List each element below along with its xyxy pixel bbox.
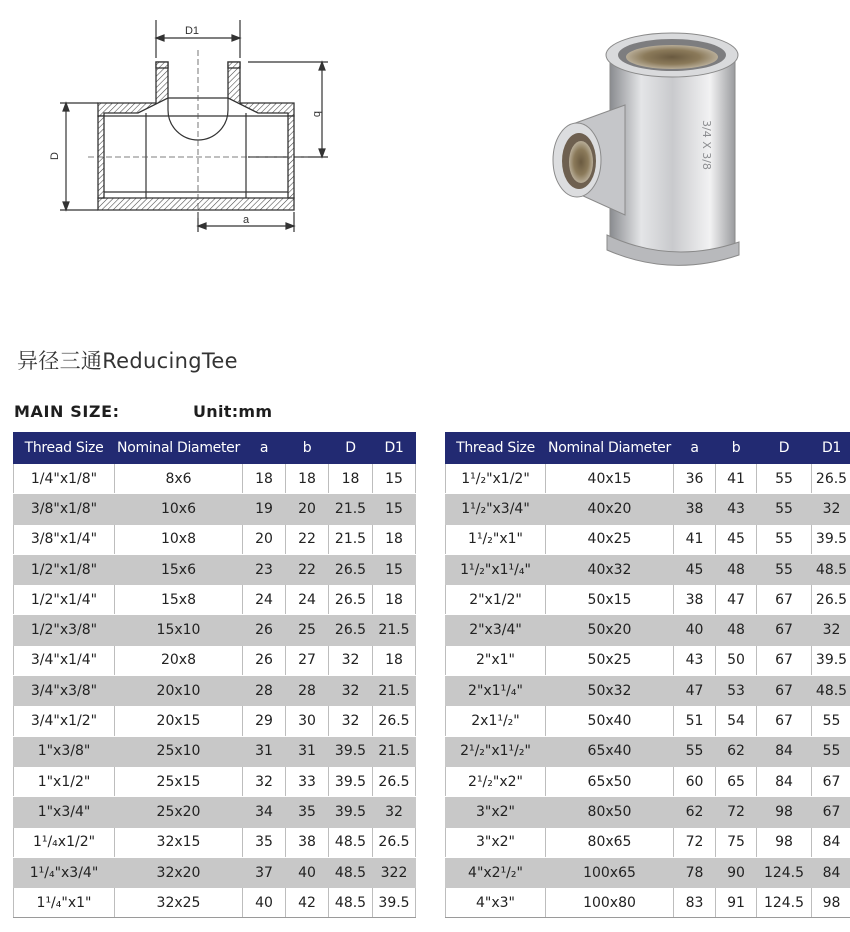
table-cell: 1¹/₂"x1/2" [446,464,546,494]
table-cell: 2¹/₂"x1¹/₂" [446,736,546,766]
table-cell: 30 [286,706,329,736]
table-cell: 40x15 [546,464,674,494]
table-cell: 2"x1" [446,645,546,675]
table-cell: 84 [757,736,812,766]
table-cell: 41 [674,524,716,554]
table-cell: 60 [674,766,716,796]
table-cell: 32 [329,645,373,675]
column-header: D1 [812,433,850,464]
table-cell: 20 [243,524,286,554]
table-cell: 1¹/₄x1/2" [14,827,115,857]
table-cell: 55 [757,554,812,584]
table-cell: 48 [716,554,757,584]
table-cell: 50 [716,645,757,675]
table-row [446,645,850,675]
table-cell: 55 [757,464,812,494]
table-cell: 32 [329,676,373,706]
table-cell: 22 [286,524,329,554]
table-cell: 100x80 [546,888,674,918]
table-cell: 22 [286,554,329,584]
table-cell: 24 [243,585,286,615]
table-cell: 32x20 [115,857,243,887]
column-header: D [757,433,812,464]
table-cell: 23 [243,554,286,584]
column-header: Thread Size [446,433,546,464]
table-cell: 24 [286,585,329,615]
table-cell: 1¹/₂"x3/4" [446,494,546,524]
table-cell: 15 [373,464,416,494]
table-cell: 67 [757,645,812,675]
table-row [14,857,416,887]
table-cell: 54 [716,706,757,736]
table-cell: 41 [716,464,757,494]
table-cell: 50x40 [546,706,674,736]
table-cell: 43 [716,494,757,524]
table-row [446,676,850,706]
table-cell: 322 [373,857,416,887]
table-cell: 38 [286,827,329,857]
photo-marking: 3/4 X 3/8 [700,120,713,170]
table-cell: 39.5 [812,524,850,554]
table-cell: 39.5 [329,766,373,796]
table-cell: 18 [373,585,416,615]
table-cell: 2"x1/2" [446,585,546,615]
table-cell: 80x50 [546,797,674,827]
table-cell: 2"x1¹/₄" [446,676,546,706]
table-cell: 36 [674,464,716,494]
table-cell: 65x40 [546,736,674,766]
table-cell: 39.5 [329,797,373,827]
table-cell: 26.5 [329,554,373,584]
table-cell: 84 [812,857,850,887]
table-cell: 50x15 [546,585,674,615]
table-cell: 18 [329,464,373,494]
table-cell: 40 [674,615,716,645]
table-cell: 55 [812,736,850,766]
table-row [14,494,416,524]
table-row [14,766,416,796]
table-cell: 90 [716,857,757,887]
column-header: D1 [373,433,416,464]
table-row [14,464,416,494]
table-cell: 4"x3" [446,888,546,918]
table-cell: 40x32 [546,554,674,584]
table-row [446,524,850,554]
table-cell: 98 [757,827,812,857]
table-cell: 124.5 [757,888,812,918]
table-cell: 3"x2" [446,797,546,827]
table-cell: 48.5 [812,676,850,706]
table-cell: 48.5 [329,827,373,857]
table-cell: 3/8"x1/8" [14,494,115,524]
table-row [14,615,416,645]
table-cell: 25x20 [115,797,243,827]
table-cell: 50x20 [546,615,674,645]
size-table-right [445,432,850,918]
table-cell: 84 [757,766,812,796]
table-cell: 62 [674,797,716,827]
table-cell: 15x6 [115,554,243,584]
column-header: a [674,433,716,464]
table-cell: 8x6 [115,464,243,494]
table-cell: 1¹/₄"x1" [14,888,115,918]
table-cell: 53 [716,676,757,706]
table-cell: 26.5 [812,464,850,494]
table-row [446,797,850,827]
table-cell: 47 [716,585,757,615]
table-cell: 19 [243,494,286,524]
table-cell: 1/2"x3/8" [14,615,115,645]
table-cell: 18 [243,464,286,494]
table-cell: 35 [286,797,329,827]
product-title: 异径三通ReducingTee [17,349,238,373]
table-cell: 48.5 [329,888,373,918]
table-cell: 42 [286,888,329,918]
table-cell: 1/2"x1/4" [14,585,115,615]
table-cell: 80x65 [546,827,674,857]
table-cell: 67 [812,797,850,827]
table-row [14,585,416,615]
table-cell: 55 [812,706,850,736]
table-cell: 67 [812,766,850,796]
table-cell: 39.5 [373,888,416,918]
column-header: b [286,433,329,464]
table-cell: 1"x3/4" [14,797,115,827]
table-row [446,494,850,524]
table-cell: 2¹/₂"x2" [446,766,546,796]
table-cell: 51 [674,706,716,736]
table-cell: 62 [716,736,757,766]
table-cell: 21.5 [329,524,373,554]
table-cell: 25 [286,615,329,645]
table-row [446,736,850,766]
table-cell: 43 [674,645,716,675]
table-cell: 67 [757,706,812,736]
table-cell: 83 [674,888,716,918]
table-cell: 3/4"x1/2" [14,706,115,736]
reducing-tee-photo [535,10,785,285]
column-header: D [329,433,373,464]
table-cell: 32 [329,706,373,736]
table-cell: 35 [243,827,286,857]
table-cell: 39.5 [812,645,850,675]
table-cell: 40x20 [546,494,674,524]
label-a: a [242,214,250,226]
table-cell: 3/8"x1/4" [14,524,115,554]
table-row [446,888,850,918]
table-cell: 3"x2" [446,827,546,857]
table-cell: 26.5 [373,766,416,796]
table-cell: 1/2"x1/8" [14,554,115,584]
table-row [14,706,416,736]
table-cell: 1¹/₂"x1" [446,524,546,554]
table-cell: 72 [716,797,757,827]
table-cell: 84 [812,827,850,857]
table-row [14,645,416,675]
table-cell: 26 [243,615,286,645]
table-row [14,797,416,827]
table-row [446,706,850,736]
table-cell: 26.5 [812,585,850,615]
reducing-tee-drawing [48,20,338,240]
column-header: a [243,433,286,464]
table-cell: 45 [674,554,716,584]
table-cell: 4"x2¹/₂" [446,857,546,887]
label-b: b [311,110,323,118]
table-cell: 18 [373,524,416,554]
column-header: Thread Size [14,433,115,464]
table-cell: 50x32 [546,676,674,706]
table-cell: 21.5 [329,494,373,524]
size-table-left [13,432,416,918]
table-cell: 48 [716,615,757,645]
table-cell: 78 [674,857,716,887]
table-cell: 40 [243,888,286,918]
label-d1: D1 [184,25,200,37]
table-cell: 39.5 [329,736,373,766]
table-cell: 26.5 [373,706,416,736]
table-cell: 26.5 [329,615,373,645]
table-cell: 34 [243,797,286,827]
table-cell: 31 [286,736,329,766]
table-cell: 1"x3/8" [14,736,115,766]
table-cell: 40x25 [546,524,674,554]
table-row [446,585,850,615]
table-cell: 32x15 [115,827,243,857]
table-cell: 3/4"x1/4" [14,645,115,675]
table-cell: 72 [674,827,716,857]
table-cell: 55 [757,494,812,524]
table-row [446,554,850,584]
column-header: Nominal Diameter [115,433,243,464]
table-cell: 25x10 [115,736,243,766]
table-cell: 32x25 [115,888,243,918]
table-cell: 25x15 [115,766,243,796]
table-cell: 21.5 [373,615,416,645]
table-row [14,554,416,584]
table-cell: 27 [286,645,329,675]
table-cell: 31 [243,736,286,766]
table-cell: 67 [757,585,812,615]
table-cell: 15x8 [115,585,243,615]
table-cell: 47 [674,676,716,706]
table-row [14,676,416,706]
table-cell: 50x25 [546,645,674,675]
table-cell: 38 [674,585,716,615]
table-row [14,888,416,918]
table-cell: 65x50 [546,766,674,796]
table-cell: 55 [674,736,716,766]
table-cell: 67 [757,676,812,706]
table-cell: 20x8 [115,645,243,675]
table-cell: 75 [716,827,757,857]
main-size-label: MAIN SIZE: [14,402,120,421]
column-header: Nominal Diameter [546,433,674,464]
table-cell: 55 [757,524,812,554]
table-cell: 32 [373,797,416,827]
table-row [446,615,850,645]
table-cell: 18 [373,645,416,675]
table-cell: 100x65 [546,857,674,887]
table-cell: 15x10 [115,615,243,645]
table-cell: 65 [716,766,757,796]
table-cell: 2"x3/4" [446,615,546,645]
table-cell: 67 [757,615,812,645]
table-row [14,524,416,554]
table-cell: 20 [286,494,329,524]
table-cell: 21.5 [373,736,416,766]
table-cell: 91 [716,888,757,918]
table-cell: 21.5 [373,676,416,706]
table-cell: 48.5 [812,554,850,584]
table-cell: 124.5 [757,857,812,887]
unit-label: Unit:mm [193,402,273,421]
table-cell: 37 [243,857,286,887]
table-cell: 40 [286,857,329,887]
table-row [446,857,850,887]
table-cell: 98 [757,797,812,827]
header-row [14,433,416,464]
table-row [446,464,850,494]
table-cell: 1¹/₂"x1¹/₄" [446,554,546,584]
table-cell: 10x6 [115,494,243,524]
table-row [14,827,416,857]
table-cell: 38 [674,494,716,524]
table-cell: 32 [812,494,850,524]
table-cell: 26.5 [329,585,373,615]
table-cell: 33 [286,766,329,796]
table-cell: 18 [286,464,329,494]
table-cell: 15 [373,494,416,524]
table-cell: 29 [243,706,286,736]
label-d: D [49,152,61,160]
table-cell: 26.5 [373,827,416,857]
header-row [446,433,850,464]
table-cell: 32 [243,766,286,796]
table-cell: 2x1¹/₂" [446,706,546,736]
table-cell: 45 [716,524,757,554]
table-cell: 15 [373,554,416,584]
table-cell: 1"x1/2" [14,766,115,796]
table-cell: 10x8 [115,524,243,554]
table-cell: 1/4"x1/8" [14,464,115,494]
table-cell: 20x15 [115,706,243,736]
table-cell: 28 [243,676,286,706]
table-cell: 26 [243,645,286,675]
table-cell: 48.5 [329,857,373,887]
table-cell: 98 [812,888,850,918]
table-cell: 3/4"x3/8" [14,676,115,706]
table-cell: 28 [286,676,329,706]
table-row [14,736,416,766]
table-row [446,827,850,857]
column-header: b [716,433,757,464]
table-cell: 20x10 [115,676,243,706]
table-cell: 1¹/₄"x3/4" [14,857,115,887]
table-row [446,766,850,796]
table-cell: 32 [812,615,850,645]
